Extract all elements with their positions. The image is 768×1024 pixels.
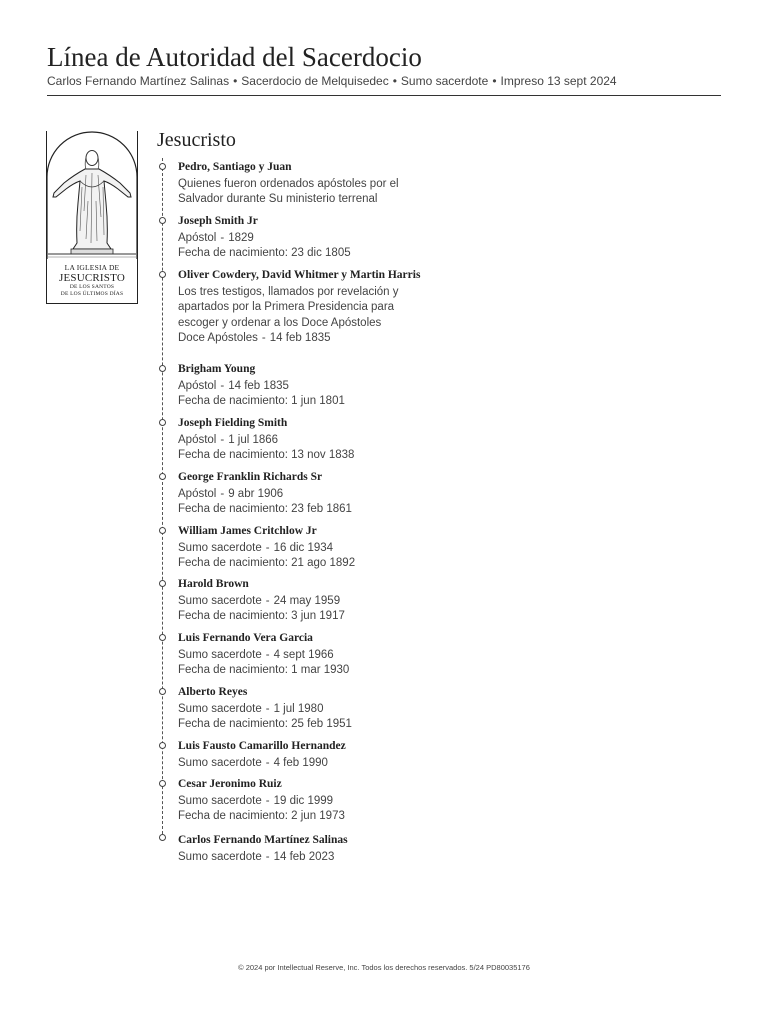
lineage-entry (178, 579, 428, 625)
document-subtitle (47, 74, 721, 89)
timeline-node (159, 742, 166, 749)
office-label: Apóstol (178, 488, 217, 500)
header-divider (47, 95, 721, 96)
office-dash: - (265, 703, 270, 715)
entry-office (178, 231, 428, 246)
entry-birth: Fecha de nacimiento: 2 jun 1973 (178, 810, 345, 823)
entry-office (178, 433, 428, 448)
office-dash: - (220, 380, 225, 392)
document-header (47, 41, 721, 89)
entry-office (178, 379, 428, 394)
entry-name: Joseph Smith Jr (178, 215, 258, 227)
subtitle-printed: Impreso 13 sept 2024 (500, 74, 617, 88)
entry-birth: Fecha de nacimiento: 3 jun 1917 (178, 610, 345, 623)
office-date: 14 feb 2023 (273, 851, 335, 863)
church-logo (46, 131, 138, 304)
subtitle-separator: • (233, 74, 238, 88)
entry-birth: Fecha de nacimiento: 1 mar 1930 (178, 664, 350, 677)
office-dash: - (265, 757, 270, 769)
office-date: 16 dic 1934 (273, 542, 334, 554)
subtitle-separator: • (492, 74, 497, 88)
logo-line: DE LOS SANTOS (69, 284, 115, 290)
lineage-entry (178, 835, 428, 865)
entry-office (178, 594, 428, 609)
logo-line: LA IGLESIA DE (64, 263, 120, 272)
entry-description: Los tres testigos, llamados por revelación y (178, 286, 399, 298)
office-date: 19 dic 1999 (273, 795, 334, 807)
entry-birth: Fecha de nacimiento: 21 ago 1892 (178, 557, 356, 570)
lineage-entry (178, 526, 428, 572)
office-dash: - (265, 851, 270, 863)
office-label: Sumo sacerdote (178, 649, 262, 661)
timeline-node (159, 527, 166, 534)
entry-office (178, 331, 428, 346)
office-dash: - (265, 542, 270, 554)
office-label: Sumo sacerdote (178, 703, 262, 715)
timeline-node (159, 634, 166, 641)
subtitle-office: Sumo sacerdote (400, 74, 489, 88)
subtitle-priesthood: Sacerdocio de Melquisedec (241, 74, 389, 88)
office-label: Apóstol (178, 380, 217, 392)
page-title: Línea de Autoridad del Sacerdocio (47, 42, 422, 72)
office-label: Sumo sacerdote (178, 757, 262, 769)
timeline-node (159, 780, 166, 787)
office-date: 14 feb 1835 (228, 380, 289, 392)
lineage-entry (178, 472, 428, 518)
lineage-root: Jesucristo (157, 129, 236, 151)
entry-office (178, 702, 428, 717)
entry-name: Pedro, Santiago y Juan (178, 161, 292, 173)
office-dash: - (220, 232, 225, 244)
entry-office (178, 794, 428, 809)
office-dash: - (265, 649, 270, 661)
lineage-entry (178, 364, 428, 410)
lineage-entry (178, 162, 428, 208)
logo-wordmark (47, 263, 137, 298)
lineage-entry (178, 741, 428, 771)
entry-name: Joseph Fielding Smith (178, 417, 288, 429)
office-date: 1829 (228, 232, 254, 244)
office-label: Sumo sacerdote (178, 795, 262, 807)
entry-office (178, 541, 428, 556)
entry-name: William James Critchlow Jr (178, 525, 317, 537)
lineage-entry (178, 779, 428, 825)
timeline-node (159, 834, 166, 841)
office-date: 1 jul 1980 (273, 703, 324, 715)
office-date: 4 feb 1990 (273, 757, 328, 769)
entry-office (178, 756, 428, 771)
entry-office (178, 648, 428, 663)
office-date: 1 jul 1866 (228, 434, 279, 446)
lineage-entry (178, 633, 428, 679)
entry-birth: Fecha de nacimiento: 23 feb 1861 (178, 503, 352, 516)
entry-name: Harold Brown (178, 578, 249, 590)
entry-name: Luis Fausto Camarillo Hernandez (178, 740, 346, 752)
timeline-node (159, 473, 166, 480)
lineage-entry (178, 270, 428, 346)
entry-office (178, 487, 428, 502)
entry-name: Oliver Cowdery, David Whitmer y Martin Harris (178, 269, 421, 281)
office-date: 24 may 1959 (273, 595, 341, 607)
entry-name: George Franklin Richards Sr (178, 471, 323, 483)
office-dash: - (265, 595, 270, 607)
office-date: 9 abr 1906 (228, 488, 284, 500)
entry-name: Alberto Reyes (178, 686, 248, 698)
lineage-entry (178, 418, 428, 464)
office-date: 14 feb 1835 (269, 331, 331, 344)
entry-name: Brigham Young (178, 363, 256, 375)
entry-name: Carlos Fernando Martínez Salinas (178, 834, 348, 846)
office-dash: - (220, 434, 225, 446)
entry-description: escoger y ordenar a los Doce Apóstoles (178, 316, 382, 329)
subtitle-separator: • (392, 74, 397, 88)
office-dash: - (265, 795, 270, 807)
timeline-node (159, 580, 166, 587)
office-label: Apóstol (178, 232, 217, 244)
entry-name: Luis Fernando Vera Garcia (178, 632, 313, 644)
timeline-node (159, 419, 166, 426)
entry-description: Quienes fueron ordenados apóstoles por el (178, 178, 399, 190)
office-label: Sumo sacerdote (178, 851, 262, 863)
entry-description: Salvador durante Su ministerio terrenal (178, 193, 378, 206)
lineage-entry (178, 687, 428, 733)
entry-birth: Fecha de nacimiento: 23 dic 1805 (178, 247, 351, 260)
logo-line: DE LOS ÚLTIMOS DÍAS (60, 291, 124, 297)
entry-birth: Fecha de nacimiento: 13 nov 1838 (178, 449, 355, 462)
entry-name: Cesar Jeronimo Ruiz (178, 778, 282, 790)
office-label: Doce Apóstoles (178, 331, 258, 344)
entry-description: apartados por la Primera Presidencia para (178, 301, 395, 314)
subtitle-person: Carlos Fernando Martínez Salinas (47, 74, 230, 88)
lineage-entry (178, 216, 428, 262)
office-dash: - (261, 331, 266, 344)
office-label: Apóstol (178, 434, 217, 446)
entry-birth: Fecha de nacimiento: 25 feb 1951 (178, 718, 352, 731)
timeline-node (159, 271, 166, 278)
timeline-node (159, 163, 166, 170)
office-label: Sumo sacerdote (178, 542, 262, 554)
timeline-node (159, 365, 166, 372)
office-date: 4 sept 1966 (273, 649, 334, 661)
timeline-node (159, 217, 166, 224)
christus-statue-icon (46, 131, 138, 259)
timeline-node (159, 688, 166, 695)
office-dash: - (220, 488, 225, 500)
entry-birth: Fecha de nacimiento: 1 jun 1801 (178, 395, 345, 408)
copyright-footer: © 2024 por Intellectual Reserve, Inc. Todos los derechos reservados. 5/24 PD80035176 (238, 963, 530, 972)
logo-line: JESUCRISTO (59, 272, 125, 284)
office-label: Sumo sacerdote (178, 595, 262, 607)
entry-office (178, 850, 428, 865)
lineage-timeline (162, 158, 164, 834)
